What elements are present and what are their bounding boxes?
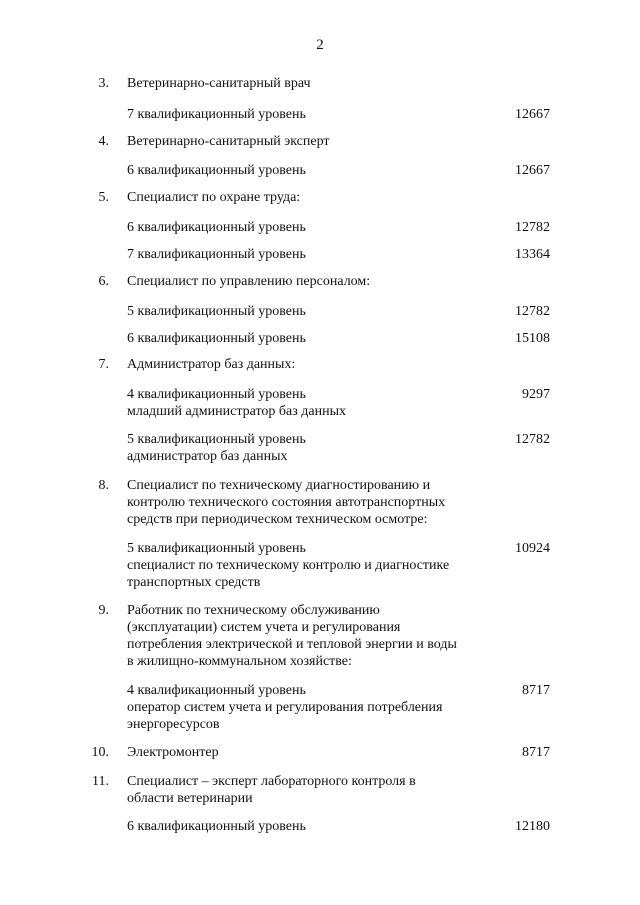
item-number: 10. (91, 745, 109, 760)
item-number: 4. (98, 134, 109, 149)
item-title: Специалист по охране труда: (127, 190, 301, 205)
item-title: Специалист по управлению персоналом: (127, 274, 371, 289)
level-text: 7 квалификационный уровень (127, 107, 306, 122)
level-text: 5 квалификационный уровень специалист по техническому контролю и диагностике транспортных средств (127, 541, 450, 590)
item-title: Ветеринарно-санитарный врач (127, 76, 311, 91)
salary-value: 12667 (515, 163, 550, 178)
salary-value: 10924 (515, 541, 550, 556)
level-text: 6 квалификационный уровень (127, 331, 306, 346)
item-title: Специалист по техническому диагностированию и контролю технического состояния автотранспортных средств при периодическом техническом осмотре: (127, 478, 446, 527)
level-text: 4 квалификационный уровень младший администратор баз данных (127, 387, 347, 419)
level-text: 4 квалификационный уровень оператор систем учета и регулирования потребления энергоресурсов (127, 683, 443, 732)
item-title: Электромонтер (127, 745, 219, 760)
item-number: 5. (98, 190, 109, 205)
item-number: 8. (98, 478, 109, 493)
item-title: Администратор баз данных: (127, 357, 296, 372)
salary-value: 12180 (515, 819, 550, 834)
salary-value: 12782 (515, 220, 550, 235)
level-text: 5 квалификационный уровень (127, 304, 306, 319)
item-number: 3. (98, 76, 109, 91)
salary-value: 8717 (522, 683, 550, 698)
salary-value: 15108 (515, 331, 550, 346)
level-text: 7 квалификационный уровень (127, 247, 306, 262)
page-number: 2 (316, 37, 324, 53)
item-title: Работник по техническому обслуживанию (эксплуатации) систем учета и регулирования потребления электрической и тепловой энергии и воды в жилищно-коммунальном хозяйстве: (127, 603, 457, 669)
item-number: 9. (98, 603, 109, 618)
salary-value: 12667 (515, 107, 550, 122)
item-title: Специалист – эксперт лабораторного контроля в области ветеринарии (127, 774, 416, 806)
salary-value: 8717 (522, 745, 550, 760)
item-number: 7. (98, 357, 109, 372)
level-text: 6 квалификационный уровень (127, 220, 306, 235)
item-number: 11. (92, 774, 109, 789)
level-text: 6 квалификационный уровень (127, 819, 306, 834)
level-text: 5 квалификационный уровень администратор баз данных (127, 432, 306, 464)
item-number: 6. (98, 274, 109, 289)
salary-value: 9297 (522, 387, 550, 402)
level-text: 6 квалификационный уровень (127, 163, 306, 178)
salary-value: 12782 (515, 304, 550, 319)
item-title: Ветеринарно-санитарный эксперт (127, 134, 330, 149)
salary-value: 12782 (515, 432, 550, 447)
salary-value: 13364 (515, 247, 550, 262)
